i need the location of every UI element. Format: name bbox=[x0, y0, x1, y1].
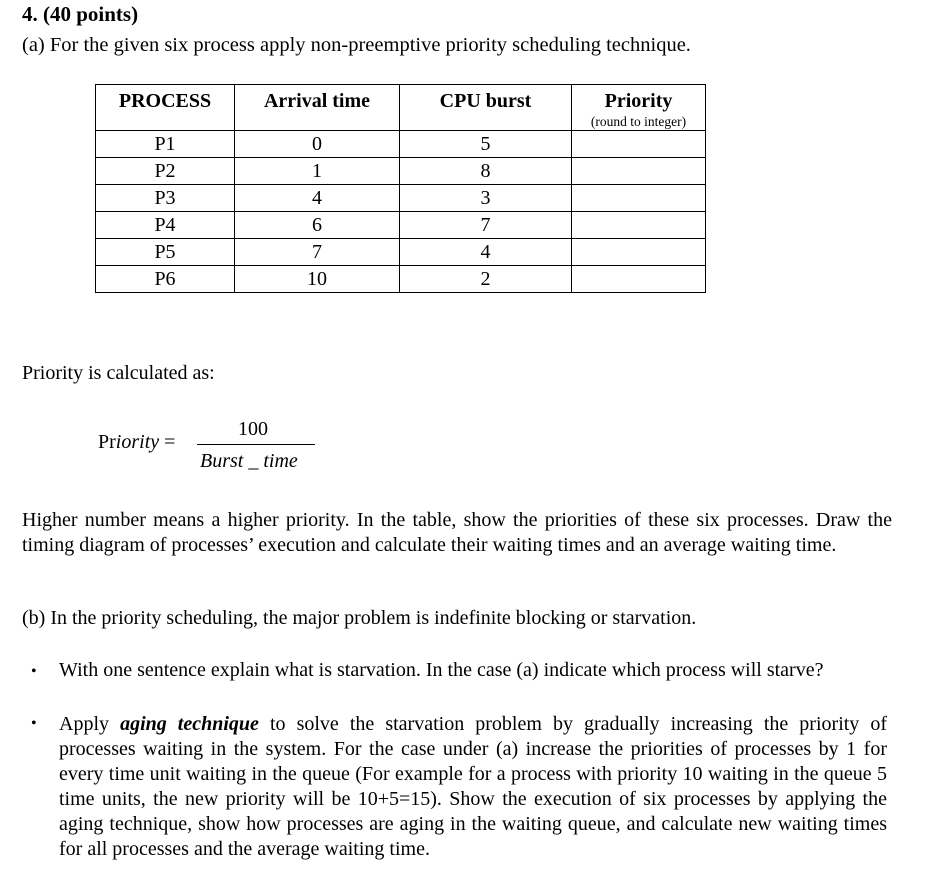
header-cpu-burst: CPU burst bbox=[400, 85, 572, 131]
formula-lhs-iority: iority bbox=[115, 431, 160, 453]
cell-burst: 4 bbox=[400, 239, 572, 266]
table-row bbox=[96, 131, 706, 158]
table-row bbox=[96, 212, 706, 239]
bullet-aging-rest: to solve the starvation problem by gradually increasing the priority of processes waiting in the system. For the case under (a) increase the priorities of processes by 1 for every time unit waiting in the queue (For example for a process with priority 10 waiting in the queue 5 time units, the new priority will be 10+5=15). Show the execution of six processes by applying the aging technique, show how processes are aging in the waiting queue, and calculate new waiting times for all processes and the average waiting time. bbox=[59, 713, 888, 860]
formula-denominator: Burst _ time bbox=[200, 450, 298, 472]
cell-priority bbox=[572, 212, 706, 239]
cell-process: P1 bbox=[96, 131, 235, 158]
cell-process: P6 bbox=[96, 266, 235, 293]
cell-process: P4 bbox=[96, 212, 235, 239]
question-heading: 4. (40 points) bbox=[22, 2, 139, 26]
header-priority bbox=[572, 85, 706, 131]
bullet-icon: • bbox=[31, 663, 37, 680]
cell-priority bbox=[572, 266, 706, 293]
bullet-aging bbox=[59, 712, 887, 862]
cell-burst: 3 bbox=[400, 185, 572, 212]
bullet-aging-prefix: Apply bbox=[59, 713, 121, 735]
part-a-instructions: Higher number means a higher priority. In the table, show the priorities of these six processes. Draw the timing diagram of processes’ execution and calculate their waiting times and an average waiting time. bbox=[22, 509, 892, 556]
table-row bbox=[96, 185, 706, 212]
header-priority-note: (round to integer) bbox=[590, 114, 687, 129]
header-priority-label: Priority bbox=[604, 90, 673, 112]
cell-priority bbox=[572, 185, 706, 212]
bullet-icon: • bbox=[31, 715, 37, 732]
formula-equals: = bbox=[164, 431, 176, 453]
cell-process: P3 bbox=[96, 185, 235, 212]
cell-priority bbox=[572, 158, 706, 185]
cell-process: P2 bbox=[96, 158, 235, 185]
cell-burst: 8 bbox=[400, 158, 572, 185]
cell-priority bbox=[572, 239, 706, 266]
header-arrival-time: Arrival time bbox=[235, 85, 400, 131]
cell-process: P5 bbox=[96, 239, 235, 266]
fraction-bar bbox=[197, 444, 315, 445]
cell-arrival: 4 bbox=[235, 185, 400, 212]
cell-arrival: 6 bbox=[235, 212, 400, 239]
formula-lhs bbox=[98, 431, 175, 454]
process-table bbox=[95, 84, 706, 293]
cell-burst: 7 bbox=[400, 212, 572, 239]
part-b-intro: (b) In the priority scheduling, the major problem is indefinite blocking or starvation. bbox=[22, 607, 697, 629]
cell-arrival: 10 bbox=[235, 266, 400, 293]
table-header-row bbox=[96, 85, 706, 131]
table-row bbox=[96, 158, 706, 185]
table-row bbox=[96, 239, 706, 266]
cell-arrival: 1 bbox=[235, 158, 400, 185]
header-process: PROCESS bbox=[96, 85, 235, 131]
table-row bbox=[96, 266, 706, 293]
bullet-aging-emphasis: aging technique bbox=[120, 713, 259, 735]
part-a-intro: (a) For the given six process apply non-preemptive priority scheduling technique. bbox=[22, 34, 691, 56]
cell-burst: 2 bbox=[400, 266, 572, 293]
formula-numerator: 100 bbox=[238, 418, 268, 440]
cell-arrival: 7 bbox=[235, 239, 400, 266]
cell-priority bbox=[572, 131, 706, 158]
bullet-starvation: With one sentence explain what is starvation. In the case (a) indicate which process will starve? bbox=[59, 659, 824, 681]
cell-arrival: 0 bbox=[235, 131, 400, 158]
formula-lhs-pr: Pr bbox=[98, 431, 116, 453]
priority-calc-label: Priority is calculated as: bbox=[22, 362, 215, 384]
cell-burst: 5 bbox=[400, 131, 572, 158]
